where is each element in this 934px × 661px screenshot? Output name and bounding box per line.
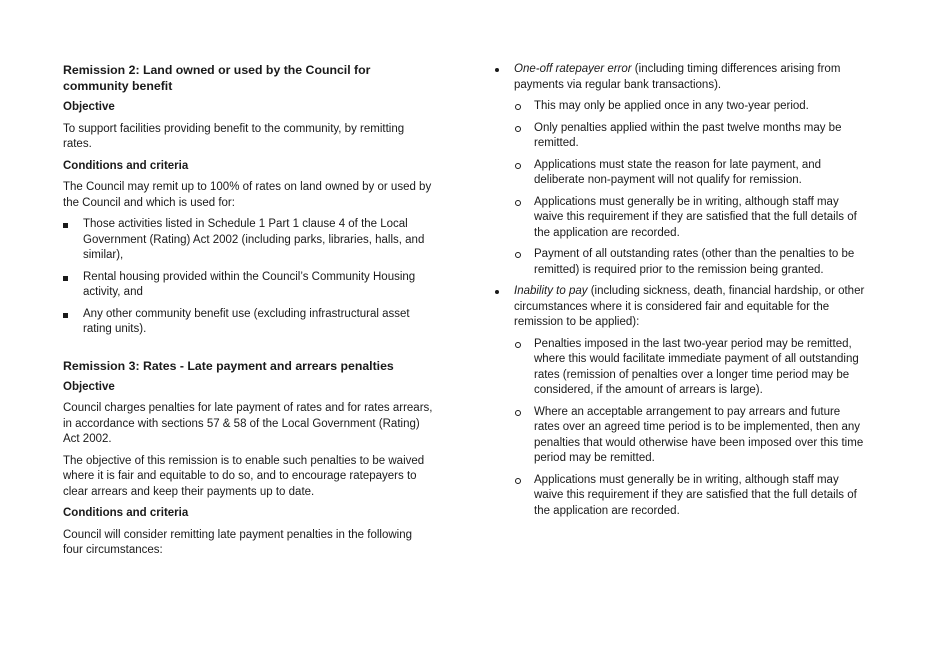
circumstance-ratepayer-error <box>494 62 866 278</box>
remission-3-objective-paragraph-2: The objective of this remission is to enable such penalties to be waived where it is fair and equitable to do so, and to encourage ratepayers to clear arrears and keep their payments up to date. <box>63 454 425 498</box>
circumstance-description: (including sickness, death, financial hardship, or other circumstances where it is considered fair and equitable for the remission to be applied): <box>514 285 865 328</box>
remission-3-objective-paragraph-1: Council charges penalties for late payment of rates and for rates arrears, in accordance with sections 57 & 58 of the Local Government (Rating) Act 2002. <box>63 402 433 445</box>
inability-to-pay-conditions <box>514 337 866 520</box>
list-item: Rental housing provided within the Council’s Community Housing activity, and <box>63 270 433 301</box>
list-item: Payment of all outstanding rates (other than the penalties to be remitted) is required prior to the remission being granted. <box>514 247 866 278</box>
circumstance-description: (including timing differences arising from payments via regular bank transactions). <box>514 63 841 91</box>
circumstance-lead: One-off ratepayer error <box>514 63 632 75</box>
remission-2-conditions-heading: Conditions and criteria <box>63 159 189 172</box>
list-item: Applications must generally be in writing, although staff may waive this requirement if they are satisfied that the full details of the application are recorded. <box>514 195 866 242</box>
remission-2-use-list <box>63 217 433 338</box>
list-item: Where an acceptable arrangement to pay arrears and future rates over an agreed time period is to be implemented, then any penalties that would otherwise have been imposed over this time period may be remitted. <box>514 405 866 467</box>
list-item: Applications must state the reason for late payment, and deliberate non-payment will not qualify for remission. <box>514 158 866 189</box>
remission-2-title: Remission 2: Land owned or used by the Council for community benefit <box>63 63 371 93</box>
circumstance-inability-to-pay <box>494 284 866 519</box>
remission-3-objective-heading: Objective <box>63 380 115 393</box>
list-item: Penalties imposed in the last two-year period may be remitted, where this would facilitate immediate payment of all outstanding rates (remission of penalties over a longer time period may be considered, if the amount of arrears is large). <box>514 337 866 399</box>
list-item: Only penalties applied within the past twelve months may be remitted. <box>514 121 866 152</box>
list-item: Applications must generally be in writing, although staff may waive this requirement if they are satisfied that the full details of the application are recorded. <box>514 473 866 520</box>
circumstances-list <box>494 62 866 519</box>
left-column <box>63 62 433 565</box>
remission-2-objective-heading: Objective <box>63 101 115 113</box>
remission-3-conditions-heading: Conditions and criteria <box>63 507 189 519</box>
circumstance-lead: Inability to pay <box>514 285 588 297</box>
list-item: Those activities listed in Schedule 1 Part 1 clause 4 of the Local Government (Rating) Act 2002 (including parks, libraries, halls, and similar), <box>63 217 433 264</box>
list-item: This may only be applied once in any two-year period. <box>514 99 866 115</box>
remission-2-objective-text: To support facilities providing benefit to the community, by remitting rates. <box>63 122 405 150</box>
ratepayer-error-conditions <box>514 99 866 278</box>
list-item: Any other community benefit use (excluding infrastructural asset rating units). <box>63 307 433 338</box>
remission-3-conditions-text: Council will consider remitting late payment penalties in the following four circumstances: <box>63 528 413 556</box>
remission-2-conditions-text: The Council may remit up to 100% of rates on land owned by or used by the Council and which is used for: <box>63 181 432 209</box>
remission-3-title: Remission 3: Rates - Late payment and arrears penalties <box>63 358 394 373</box>
right-column <box>494 62 866 525</box>
